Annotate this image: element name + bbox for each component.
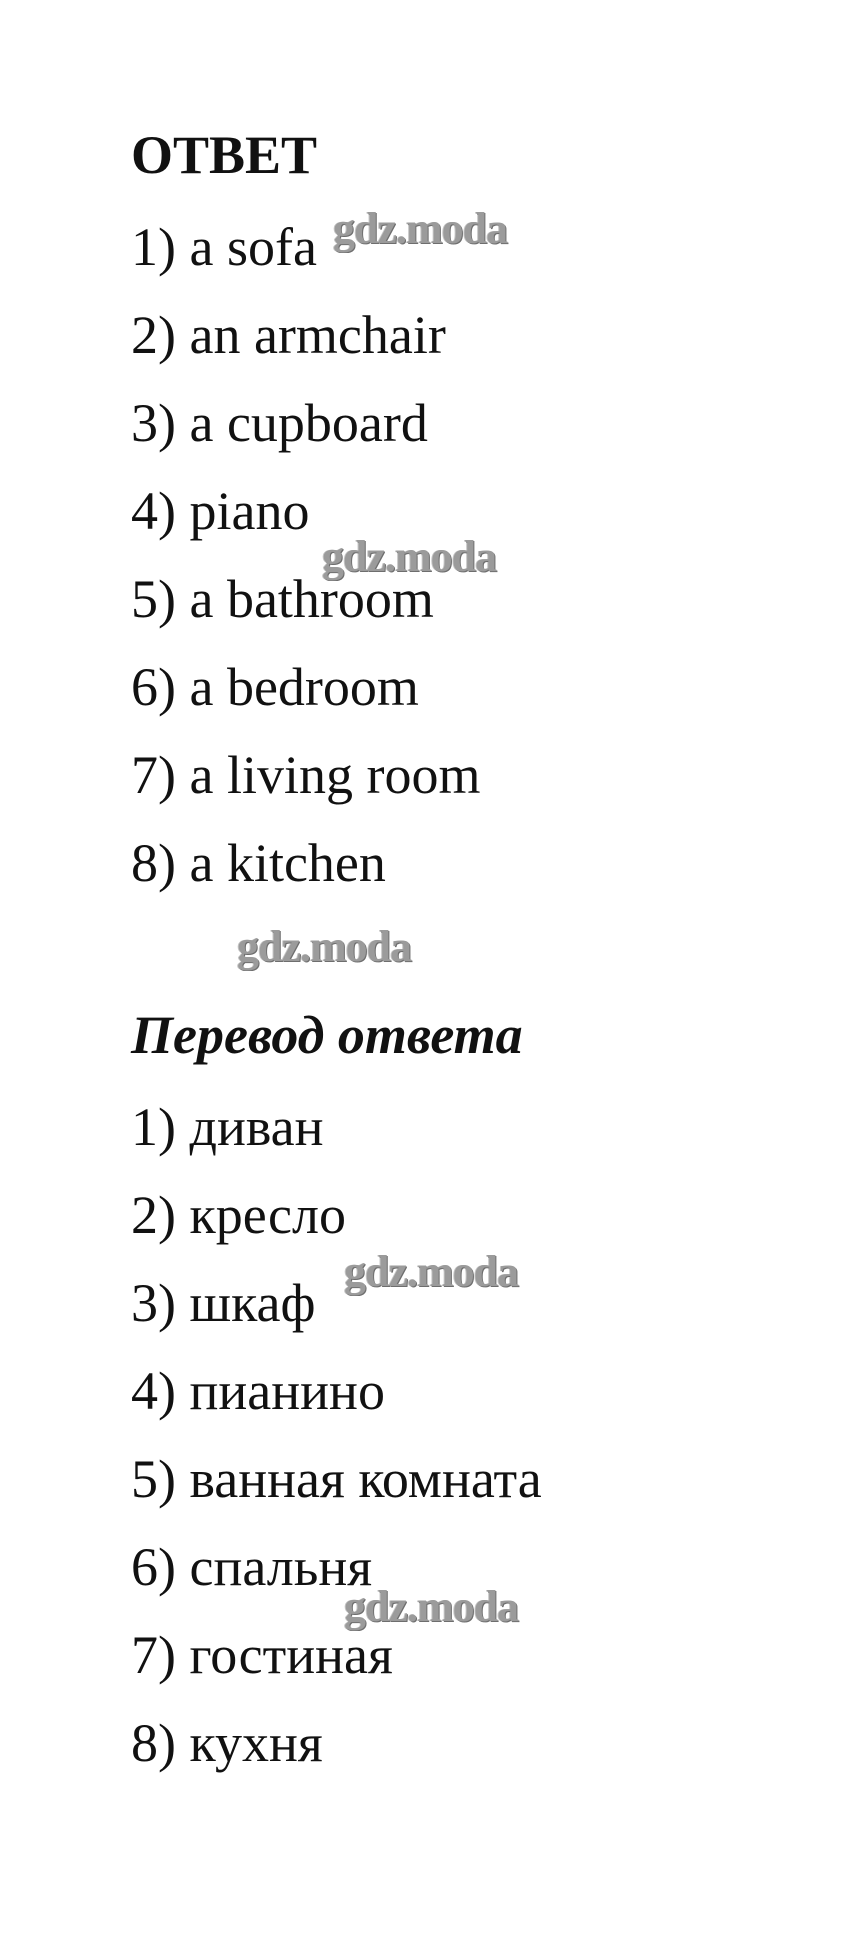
watermark: gdz.moda [322,532,497,581]
answer-item-4: 4) piano [131,481,310,541]
watermark: gdz.moda [333,204,508,253]
translation-heading: Перевод ответа [131,1005,523,1065]
answer-heading: ОТВЕТ [131,125,318,185]
translation-item-8: 8) кухня [131,1713,323,1773]
watermark: gdz.moda [344,1247,519,1296]
answer-item-5: 5) a bathroom [131,569,434,629]
translation-item-1: 1) диван [131,1097,324,1157]
translation-item-4: 4) пианино [131,1361,385,1421]
translation-item-3: 3) шкаф [131,1273,316,1333]
answer-item-8: 8) a kitchen [131,833,386,893]
answer-item-3: 3) a cupboard [131,393,428,453]
translation-item-7: 7) гостиная [131,1625,393,1685]
answer-item-7: 7) a living room [131,745,481,805]
answer-item-6: 6) a bedroom [131,657,419,717]
answer-item-2: 2) an armchair [131,305,446,365]
watermark: gdz.moda [344,1582,519,1631]
translation-item-6: 6) спальня [131,1537,373,1597]
translation-item-5: 5) ванная комната [131,1449,542,1509]
answer-item-1: 1) a sofa [131,217,317,277]
watermark: gdz.moda [237,922,412,971]
translation-item-2: 2) кресло [131,1185,346,1245]
